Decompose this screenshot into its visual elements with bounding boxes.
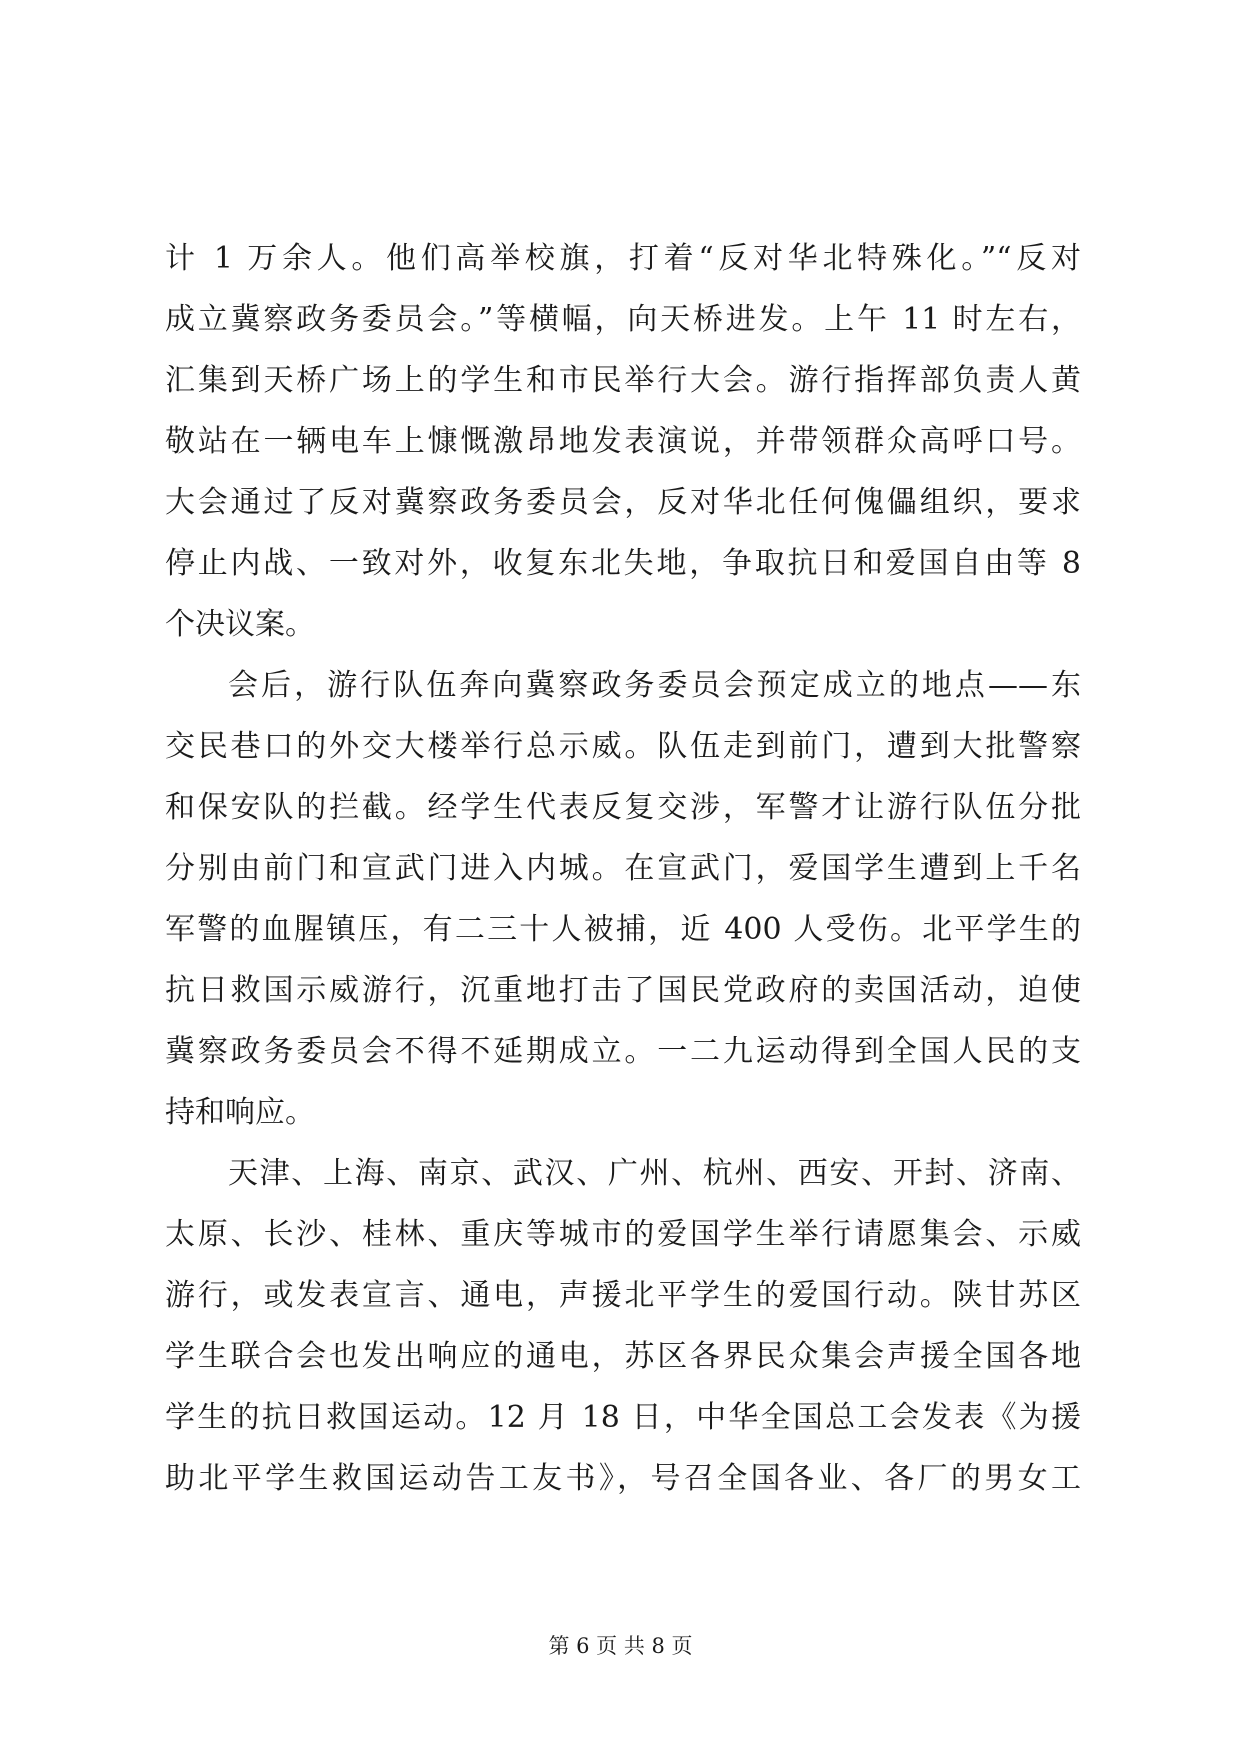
- text-line: 抗日救国示威游行，沉重地打击了国民党政府的卖国活动，迫使: [165, 973, 1081, 1008]
- text-line: 会后，游行队伍奔向冀察政务委员会预定成立的地点——东: [228, 668, 1081, 703]
- page-number-footer: 第 6 页 共 8 页: [548, 1634, 693, 1658]
- text-line: 大会通过了反对冀察政务委员会，反对华北任何傀儡组织，要求: [165, 485, 1081, 520]
- text-line: 停止内战、一致对外，收复东北失地，争取抗日和爱国自由等 8: [165, 546, 1081, 581]
- text-line: 汇集到天桥广场上的学生和市民举行大会。游行指挥部负责人黄: [165, 363, 1081, 398]
- text-line: 个决议案。: [165, 607, 315, 642]
- text-line: 成立冀察政务委员会。”等横幅，向天桥进发。上午 11 时左右，: [165, 302, 1081, 337]
- text-line: 冀察政务委员会不得不延期成立。一二九运动得到全国人民的支: [165, 1034, 1081, 1069]
- text-line: 学生的抗日救国运动。12 月 18 日，中华全国总工会发表《为援: [165, 1400, 1081, 1435]
- text-line: 游行，或发表宣言、通电，声援北平学生的爱国行动。陕甘苏区: [165, 1278, 1081, 1313]
- text-line: 交民巷口的外交大楼举行总示威。队伍走到前门，遭到大批警察: [165, 729, 1081, 764]
- text-line: 助北平学生救国运动告工友书》，号召全国各业、各厂的男女工: [165, 1461, 1081, 1496]
- text-line: 天津、上海、南京、武汉、广州、杭州、西安、开封、济南、: [228, 1156, 1081, 1191]
- text-line: 和保安队的拦截。经学生代表反复交涉，军警才让游行队伍分批: [165, 790, 1081, 825]
- text-line: 计 1 万余人。他们高举校旗，打着“反对华北特殊化。”“反对: [165, 241, 1081, 276]
- body-text: [165, 228, 1081, 1509]
- text-line: 军警的血腥镇压，有二三十人被捕，近 400 人受伤。北平学生的: [165, 912, 1081, 947]
- text-line: 分别由前门和宣武门进入内城。在宣武门，爱国学生遭到上千名: [165, 851, 1081, 886]
- text-line: 太原、长沙、桂林、重庆等城市的爱国学生举行请愿集会、示威: [165, 1217, 1081, 1252]
- text-line: 持和响应。: [165, 1095, 315, 1130]
- text-line: 敬站在一辆电车上慷慨激昂地发表演说，并带领群众高呼口号。: [165, 424, 1081, 459]
- text-line: 学生联合会也发出响应的通电，苏区各界民众集会声援全国各地: [165, 1339, 1081, 1374]
